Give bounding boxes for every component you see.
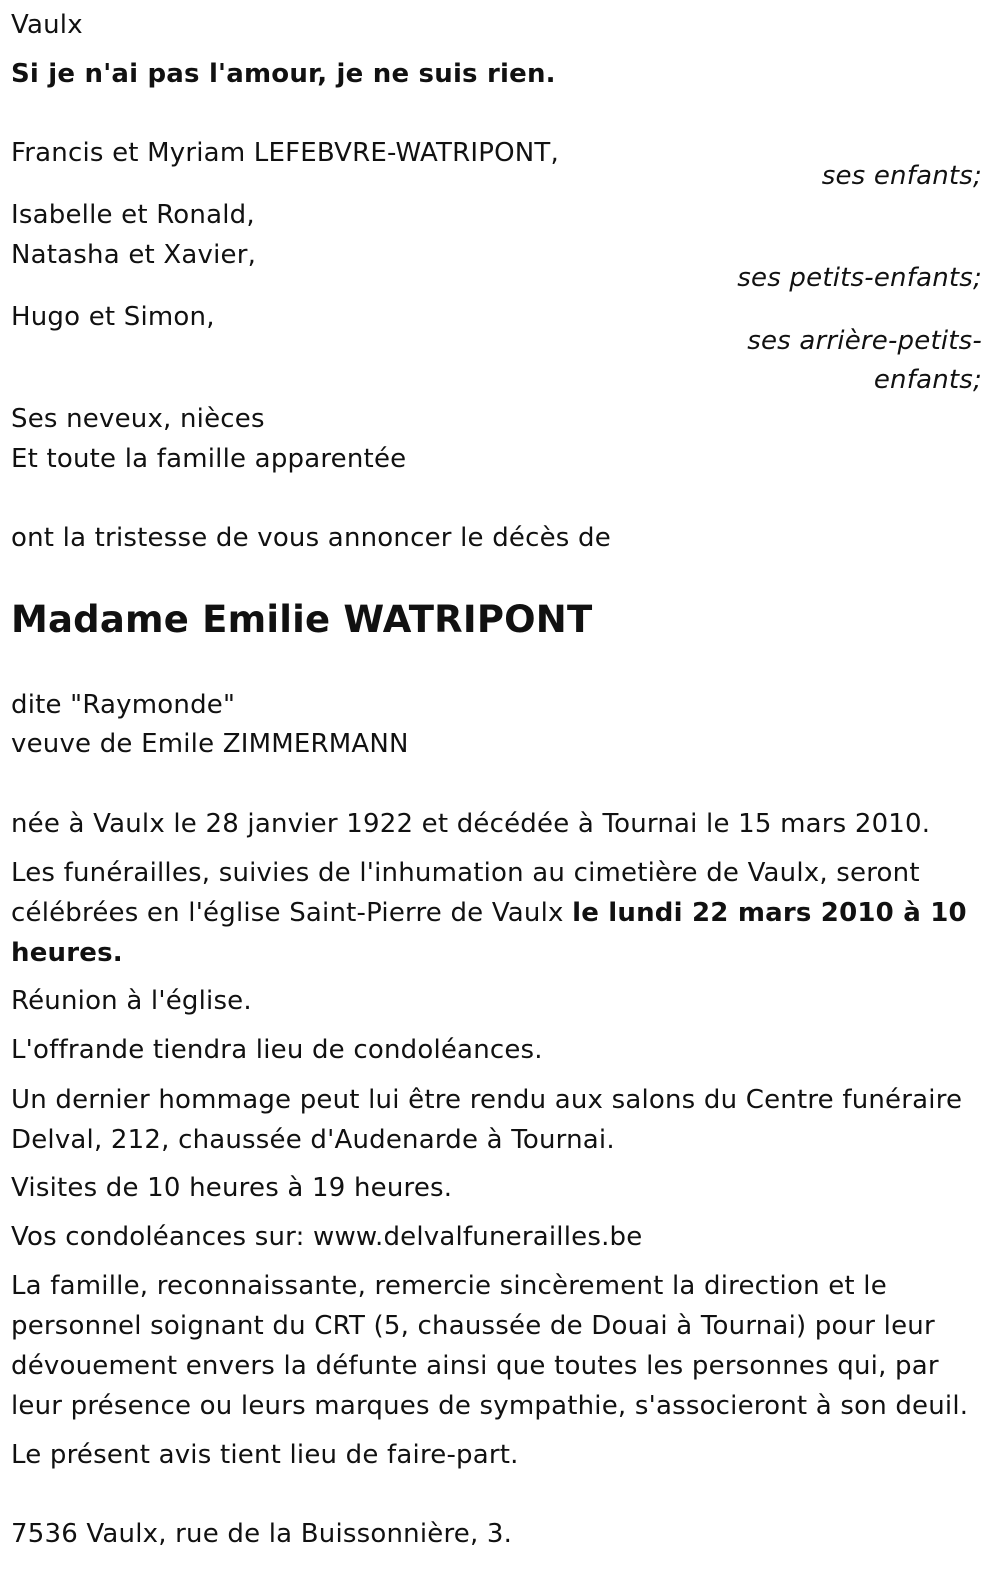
widow-of: veuve de Emile ZIMMERMANN [11,729,409,759]
great-grandchildren-label-2: enfants; [873,365,982,395]
tribute: Un dernier hommage peut lui être rendu aux salons du Centre funéraire Delval, 212, chaussée d'Audenarde à Tournai. [11,1085,963,1155]
related-family: Et toute la famille apparentée [11,444,407,474]
motto: Si je n'ai pas l'amour, je ne suis rien. [11,59,556,89]
announcement: ont la tristesse de vous annoncer le décès de [11,523,611,553]
thanks: La famille, reconnaissante, remercie sincèrement la direction et le personnel soignant du CRT (5, chaussée de Douai à Tournai) pour leur dévouement envers la défunte ainsi que toutes les personnes qui, par leur présence ou leurs marques de sympathie, s'associeront à son deuil. [11,1271,969,1421]
great-grandchildren-names: Hugo et Simon, [11,302,215,332]
meeting: Réunion à l'église. [11,986,252,1016]
visits: Visites de 10 heures à 19 heures. [11,1173,453,1203]
deceased-name: Madame Emilie WATRIPONT [11,598,593,641]
children-label: ses enfants; [821,161,982,191]
place-header: Vaulx [11,10,83,40]
funeral-text: Les funérailles, suivies de l'inhumation au cimetière de Vaulx, seront célébrées en l'église Saint-Pierre de Vaulx [11,858,920,928]
grandchildren-line-2: Natasha et Xavier, [11,240,257,270]
notice: Le présent avis tient lieu de faire-part. [11,1440,519,1470]
condolences: Vos condoléances sur: www.delvalfunerailles.be [11,1222,643,1252]
birth-death: née à Vaulx le 28 janvier 1922 et décédée à Tournai le 15 mars 2010. [11,809,931,839]
great-grandchildren-label-1: ses arrière-petits- [747,326,982,356]
funeral-date: le lundi 22 mars 2010 à 10 heures. [11,898,967,968]
children-names: Francis et Myriam LEFEBVRE-WATRIPONT, [11,138,559,168]
nephews-nieces: Ses neveux, nièces [11,404,265,434]
grandchildren-line-1: Isabelle et Ronald, [11,200,255,230]
offering: L'offrande tiendra lieu de condoléances. [11,1035,543,1065]
nickname: dite "Raymonde" [11,690,236,720]
funeral-info [11,853,986,973]
address: 7536 Vaulx, rue de la Buissonnière, 3. [11,1519,513,1549]
grandchildren-label: ses petits-enfants; [737,263,982,293]
